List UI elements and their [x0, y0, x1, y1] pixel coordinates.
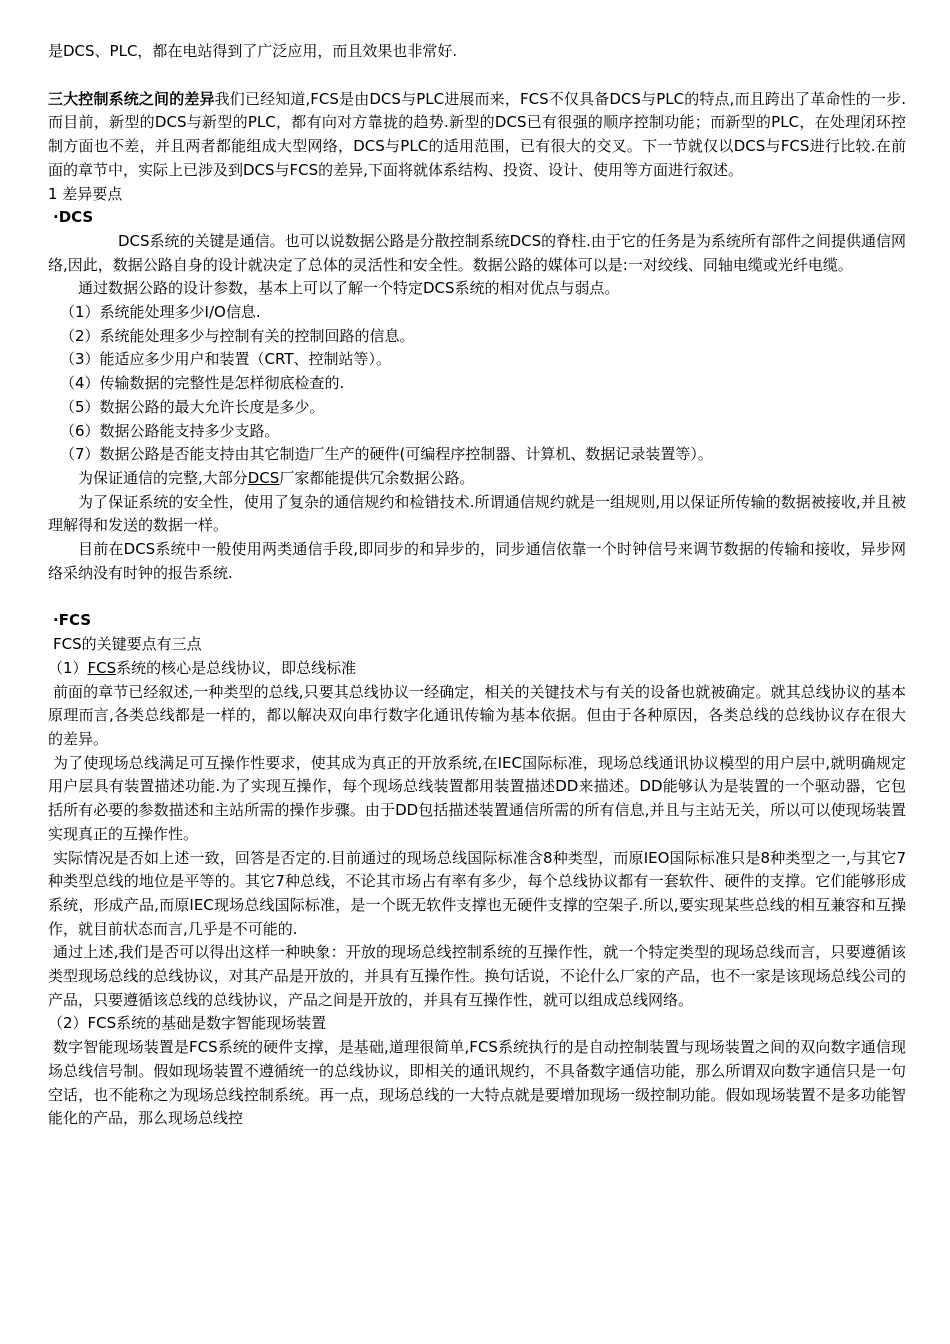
top-line: 是DCS、PLC，都在电站得到了广泛应用，而且效果也非常好. — [48, 42, 458, 60]
fcs-paragraph-5: 数字智能现场装置是FCS系统的硬件支撑，是基础,道理很简单,FCS系统执行的是自动控制装置与现场装置之间的双向数字通信现场总线信号制。假如现场装置不遵循统一的总线协议，即相关的通讯规约，不具备数字通信功能，那么所谓双向数字通信只是一句空话，也不能称之为现场总线控制系统。再一点，现场总线的一大特点就是要增加现场一级控制功能。假如现场装置不是多功能智能化的产品，那么现场总线控 — [48, 1038, 906, 1128]
fcs-intro: FCS的关键要点有三点 — [53, 635, 202, 654]
diff-section-heading: 三大控制系统之间的差异 — [48, 89, 215, 108]
spacer — [48, 64, 906, 88]
dcs-paragraph-2: 通过数据公路的设计参数，基本上可以了解一个特定DCS系统的相对优点与弱点。 — [78, 279, 620, 298]
dcs-paragraph-1: DCS系统的关键是通信。也可以说数据公路是分散控制系统DCS的脊柱.由于它的任务是为系统所有部件之间提供通信网络,因此，数据公路自身的设计就决定了总体的灵活性和安全性。数据公路的媒体可以是:一对绞线、同轴电缆或光纤电缆。 — [48, 231, 906, 274]
fcs-point-1 — [48, 657, 906, 681]
subsection-title: 1 差异要点 — [48, 184, 123, 203]
dcs-list-item: （7）数据公路是否能支持由其它制造厂生产的硬件(可编程序控制器、计算机、数据记录装置等）。 — [60, 445, 713, 464]
fcs-point-1-prefix: （1） — [48, 658, 88, 677]
dcs-p3-post: 厂家都能提供冗余数据公路。 — [279, 468, 475, 487]
fcs-paragraph-2: 为了使现场总线满足可互操作性要求，使其成为真正的开放系统,在IEC国际标准，现场总线通讯协议模型的用户层中,就明确规定用户层具有装置描述功能.为了实现互操作，每个现场总线装置都用装置描述DD来描述。DD能够认为是装置的一个驱动器，它包括所有必要的参数描述和主站所需的操作步骤。由于DD包括描述装置通信所需的所有信息,并且与主站无关，所以可以使现场装置实现真正的互操作性。 — [48, 753, 906, 843]
dcs-link[interactable]: DCS — [247, 468, 280, 487]
fcs-bullet-heading: ·FCS — [53, 611, 92, 630]
diff-section-paragraph — [48, 88, 906, 183]
dcs-bullet-heading: ·DCS — [53, 208, 94, 227]
fcs-paragraph-1: 前面的章节已经叙述,一种类型的总线,只要其总线协议一经确定，相关的关键技术与有关的设备也就被确定。就其总线协议的基本原理而言,各类总线都是一样的，都以解决双向串行数字化通讯传输为基本依据。但由于各种原因，各类总线的总线协议存在很大的差异。 — [48, 682, 906, 748]
spacer — [48, 585, 906, 609]
fcs-paragraph-3: 实际情况是否如上述一致，回答是否定的.目前通过的现场总线国际标准含8种类型，而原IEO国际标准只是8种类型之一,与其它7种类型总线的地位是平等的。其它7种总线，不论其市场占有率有多少，每个总线协议都有一套软件、硬件的支撑。它们能够形成系统，形成产品,而原IEC现场总线国际标准，是一个既无软件支撑也无硬件支撑的空架子.所以,要实现某些总线的相互兼容和互操作，就目前状态而言,几乎是不可能的. — [48, 848, 906, 938]
fcs-point-1-rest: 系统的核心是总线协议，即总线标准 — [116, 658, 357, 677]
dcs-p3-pre: 为保证通信的完整,大部分 — [78, 468, 248, 487]
dcs-list-item: （3）能适应多少用户和装置（CRT、控制站等）。 — [60, 350, 392, 369]
dcs-list-item: （4）传输数据的完整性是怎样彻底检查的. — [60, 374, 345, 393]
dcs-list-item: （2）系统能处理多少与控制有关的控制回路的信息。 — [60, 326, 415, 345]
dcs-list-item: （5）数据公路的最大允许长度是多少。 — [60, 397, 325, 416]
fcs-paragraph-4: 通过上述,我们是否可以得出这样一种映象：开放的现场总线控制系统的互操作性，就一个特定类型的现场总线而言，只要遵循该类型现场总线的总线协议，对其产品是开放的，并具有互操作性。换句话说，不论什么厂家的产品，也不一家是该现场总线公司的产品，只要遵循该总线的总线协议，产品之间是开放的，并具有互操作性，就可以组成总线网络。 — [48, 943, 906, 1009]
fcs-point-2: （2）FCS系统的基础是数字智能现场装置 — [48, 1014, 327, 1033]
dcs-paragraph-4: 为了保证系统的安全性，使用了复杂的通信规约和检错技术.所谓通信规约就是一组规则,用以保证所传输的数据被接收,并且被理解得和发送的数据一样。 — [48, 492, 906, 535]
document-page — [48, 40, 906, 1131]
dcs-paragraph-5: 目前在DCS系统中一般使用两类通信手段,即同步的和异步的，同步通信依靠一个时钟信号来调节数据的传输和接收，异步网络采纳没有时钟的报告系统. — [48, 540, 906, 582]
dcs-list-item: （1）系统能处理多少I/O信息. — [60, 303, 261, 322]
diff-section-text: 我们已经知道,FCS是由DCS与PLC进展而来，FCS不仅具备DCS与PLC的特点,而且跨出了革命性的一步.而目前，新型的DCS与新型的PLC，都有向对方靠拢的趋势.新型的DCS已有很强的顺序控制功能；而新型的PLC，在处理闭环控制方面也不差，并且两者都能组成大型网络，DCS与PLC的适用范围，已有很大的交叉。下一节就仅以DCS与FCS进行比较.在前面的章节中，实际上已涉及到DCS与FCS的差异,下面将就体系结构、投资、设计、使用等方面进行叙述。 — [48, 89, 906, 179]
fcs-link[interactable]: FCS — [87, 658, 117, 677]
dcs-paragraph-3 — [48, 467, 906, 491]
dcs-list-item: （6）数据公路能支持多少支路。 — [60, 421, 280, 440]
